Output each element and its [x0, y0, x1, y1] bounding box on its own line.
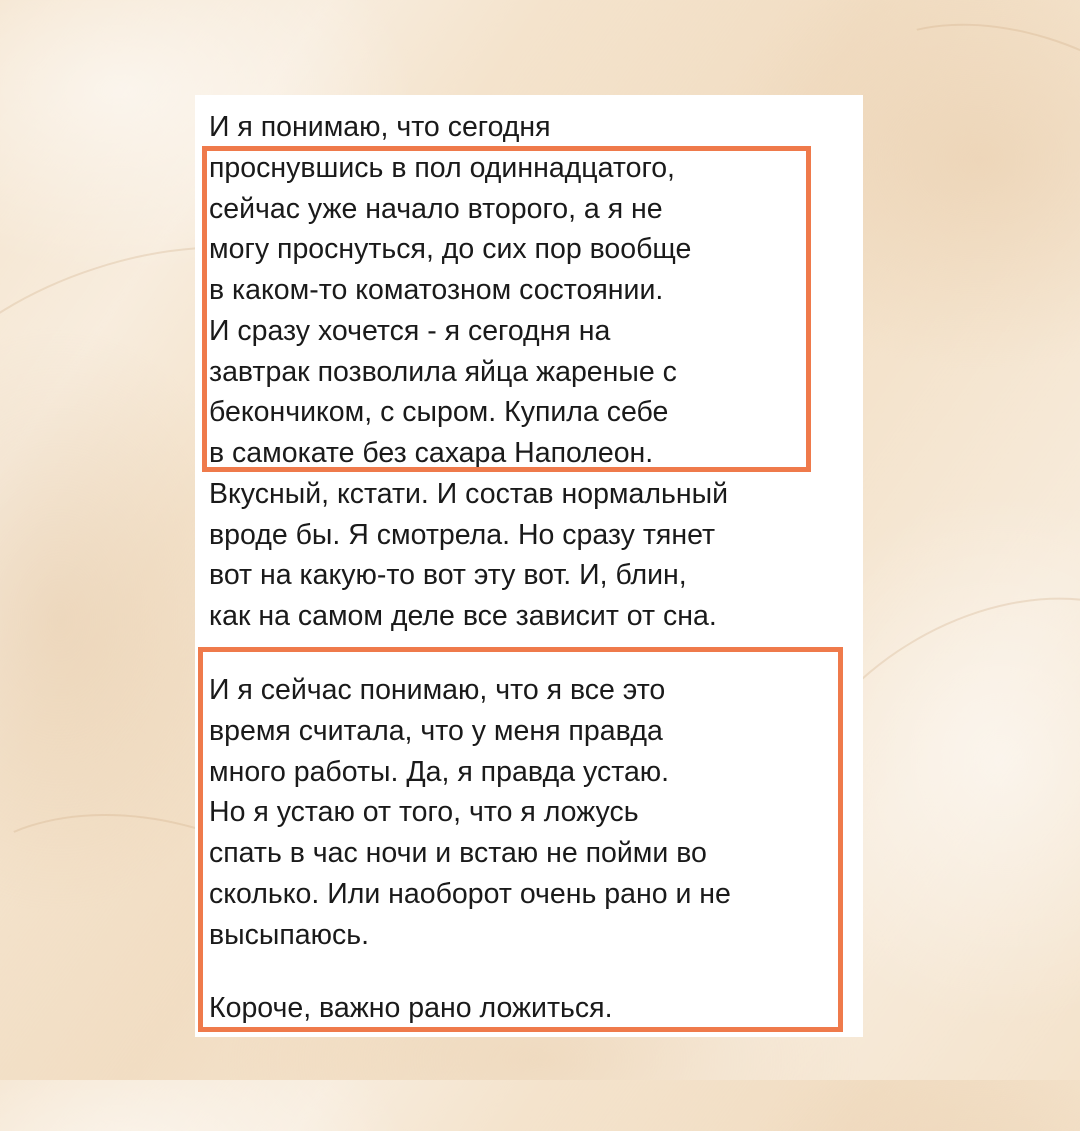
- note-line: в самокате без сахара Наполеон.: [209, 437, 654, 469]
- note-line: сколько. Или наоборот очень рано и не: [209, 878, 731, 910]
- note-line: как на самом деле все зависит от сна.: [209, 600, 717, 632]
- highlight-frame-top: [202, 146, 811, 472]
- note-line: Но я устаю от того, что я ложусь: [209, 796, 639, 828]
- note-line: завтрак позволила яйца жареные с: [209, 356, 677, 388]
- note-line: вот на какую-то вот эту вот. И, блин,: [209, 559, 687, 591]
- note-line: проснувшись в пол одиннадцатого,: [209, 152, 675, 184]
- note-line: сейчас уже начало второго, а я не: [209, 193, 663, 225]
- note-line: в каком-то коматозном состоянии.: [209, 274, 664, 306]
- highlight-frame-bottom: [198, 647, 843, 1032]
- note-line: высыпаюсь.: [209, 919, 370, 951]
- note-line: спать в час ночи и встаю не пойми во: [209, 837, 707, 869]
- note-line: И сразу хочется - я сегодня на: [209, 315, 611, 347]
- note-line: время считала, что у меня правда: [209, 715, 663, 747]
- note-line: И я понимаю, что сегодня: [209, 111, 551, 143]
- conclusion-line: Короче, важно рано ложиться.: [209, 992, 613, 1024]
- note-line: бекончиком, с сыром. Купила себе: [209, 396, 669, 428]
- note-line: И я сейчас понимаю, что я все это: [209, 674, 666, 706]
- note-line: могу проснуться, до сих пор вообще: [209, 233, 692, 265]
- note-line: много работы. Да, я правда устаю.: [209, 756, 670, 788]
- note-line: вроде бы. Я смотрела. Но сразу тянет: [209, 519, 716, 551]
- note-line: Вкусный, кстати. И состав нормальный: [209, 478, 728, 510]
